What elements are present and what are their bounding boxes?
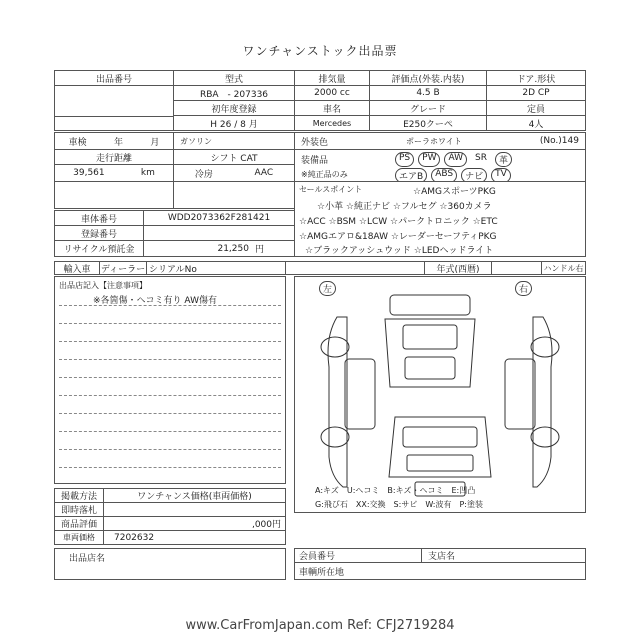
seller-name-label: 出品店名 — [54, 548, 286, 580]
fuel-value: ガソリン — [173, 132, 295, 150]
grade-label: グレード — [369, 100, 487, 116]
car-body-top — [385, 319, 475, 387]
ac-value: AAC — [254, 168, 274, 178]
handle-value: ハンドル右 — [541, 261, 586, 275]
equipment-label: 装備品 — [301, 156, 329, 166]
mileage-value: 39,561 — [73, 168, 105, 178]
equip-ps: PS — [395, 152, 414, 167]
price-amount: 7202632 — [103, 530, 286, 545]
color-value: ポーラホワイト — [406, 136, 462, 146]
branch-name-label: 支店名 — [421, 548, 586, 563]
car-wheel-rear-left — [321, 427, 349, 447]
car-hood — [403, 427, 477, 447]
first-reg-value: H 26 / 8 月 — [173, 115, 295, 131]
equip-tv: TV — [491, 168, 511, 182]
equip-navi: ナビ — [461, 168, 487, 182]
legend-line-1: A:キズ U:ヘコミ B:キズ・ヘコミ E:凹凸 — [315, 486, 476, 495]
note-line — [59, 359, 281, 360]
sales-point-5: ☆ブラックアッシュウッド ☆LEDヘッドライト — [305, 246, 494, 256]
equip-pw: PW — [418, 152, 440, 167]
equip-leather: 革 — [495, 152, 512, 167]
recycle-cell — [143, 240, 295, 257]
mileage-cell — [54, 164, 174, 182]
model-code-value: RBA - 207336 — [173, 85, 295, 101]
instant-label: 即時落札 — [54, 502, 104, 517]
form-title: ワンチャンストック出品票 — [242, 44, 398, 58]
mileage-unit: km — [140, 168, 155, 178]
sales-point-1: ☆AMGスポーツPKG — [413, 187, 496, 197]
capacity-label: 定員 — [486, 100, 586, 116]
member-number-label: 会員番号 — [294, 548, 422, 563]
listing-method-label: 掲載方法 — [54, 488, 104, 503]
vin-value: WDD2073362F281421 — [143, 210, 295, 226]
car-left-door — [345, 359, 375, 429]
color-label: 外装色 — [301, 137, 329, 148]
equip-aw: AW — [444, 152, 467, 167]
note-line — [59, 467, 281, 468]
equipment-row-2 — [393, 168, 513, 182]
equipment-sub-label: ※純正品のみ — [301, 170, 348, 179]
note-line — [59, 305, 281, 306]
legend-line-2: G:飛び石 XX:交換 S:サビ W:波有 P:塗装 — [315, 500, 483, 509]
car-name-value: Mercedes — [294, 115, 370, 131]
blank-cell — [54, 116, 174, 131]
car-front-bumper — [407, 455, 473, 471]
notes-label: 出品店記入【注意事項】 — [59, 281, 147, 290]
ac-cell — [173, 164, 295, 182]
equip-airbag: エアB — [395, 168, 427, 182]
grade-value: E250クーペ — [369, 115, 487, 131]
location-label: 車輌所在地 — [294, 562, 586, 580]
car-right-door — [505, 359, 535, 429]
vehicle-price-label: 車両価格 — [54, 530, 104, 545]
blank-cell — [103, 502, 286, 517]
displacement-value: 2000 cc — [294, 85, 370, 101]
note-line — [59, 395, 281, 396]
blank-cell — [173, 181, 295, 209]
blank-cell — [491, 261, 542, 275]
car-wheel-front-left — [321, 337, 349, 357]
door-shape-value: 2D CP — [486, 85, 586, 101]
dealer-value: ディーラー — [99, 261, 147, 275]
first-reg-label: 初年度登録 — [173, 100, 295, 116]
car-left-side — [328, 317, 347, 487]
shaken-month-label: 月 — [150, 137, 160, 148]
note-line — [59, 413, 281, 414]
car-outline-diagram — [295, 277, 585, 512]
door-shape-label: ドア.形状 — [486, 70, 586, 86]
blank-cell — [54, 181, 174, 209]
car-rear-window — [405, 357, 455, 379]
shaken-label: 車検 — [68, 137, 87, 148]
equip-sr: SR — [475, 153, 488, 163]
car-right-side — [533, 317, 552, 487]
car-roof-view — [390, 295, 470, 315]
sales-points-box — [294, 181, 586, 257]
shaken-year-label: 年 — [113, 137, 123, 148]
car-wheel-front-right — [531, 337, 559, 357]
year-label: 年式(西暦) — [424, 261, 492, 275]
reg-label: 登録番号 — [54, 225, 144, 241]
color-cell — [294, 132, 586, 150]
reg-value — [143, 225, 295, 241]
note-line — [59, 323, 281, 324]
grade-score-label: 評価点(外装.内装) — [369, 70, 487, 86]
car-name-label: 車名 — [294, 100, 370, 116]
sales-point-2: ☆小革 ☆純正ナビ ☆フルセグ ☆360カメラ — [317, 202, 492, 212]
sales-point-3: ☆ACC ☆BSM ☆LCW ☆パークトロニック ☆ETC — [299, 217, 498, 227]
import-label: 輸入車 — [54, 261, 100, 275]
sales-point-label: セールスポイント — [299, 185, 363, 194]
ac-label: 冷房 — [194, 169, 213, 180]
note-line — [59, 431, 281, 432]
note-line — [59, 449, 281, 450]
displacement-label: 排気量 — [294, 70, 370, 86]
watermark: www.CarFromJapan.com Ref: CFJ2719284 — [185, 618, 455, 633]
lot-number-value — [54, 85, 174, 117]
equipment-row-1 — [393, 152, 514, 167]
model-code-label: 型式 — [173, 70, 295, 86]
equipment-cell — [294, 149, 586, 182]
price-unit: ,000円 — [103, 516, 286, 531]
right-side-label: 右 — [515, 281, 532, 296]
equip-abs: ABS — [431, 168, 457, 182]
note-line — [59, 377, 281, 378]
recycle-unit: 円 — [254, 245, 264, 255]
capacity-value: 4人 — [486, 115, 586, 131]
sales-point-4: ☆AMGエアロ&18AW ☆レーダーセーフティPKG — [299, 232, 497, 242]
grade-score-value: 4.5 B — [369, 85, 487, 101]
notes-box — [54, 276, 286, 484]
recycle-label: リサイクル預託金 — [54, 240, 144, 257]
notes-text: ※各箇傷・ヘコミ有り AW傷有 — [93, 296, 217, 306]
lot-number-label: 出品番号 — [54, 70, 174, 86]
left-side-label: 左 — [319, 281, 336, 296]
vin-label: 車体番号 — [54, 210, 144, 226]
note-line — [59, 341, 281, 342]
shift-value: シフト CAT — [173, 149, 295, 165]
recycle-value: 21,250 — [217, 243, 249, 254]
car-diagram-box — [294, 276, 586, 513]
car-wheel-rear-right — [531, 427, 559, 447]
shaken-cell — [54, 132, 174, 150]
mileage-label: 走行距離 — [54, 149, 174, 165]
blank-cell — [285, 261, 425, 275]
evaluation-label: 商品評価 — [54, 516, 104, 531]
color-number: (No.)149 — [539, 136, 579, 146]
serial-label: シリアルNo — [146, 261, 286, 275]
car-windshield — [403, 325, 457, 349]
listing-method-value: ワンチャンス価格(車両価格) — [103, 488, 286, 503]
